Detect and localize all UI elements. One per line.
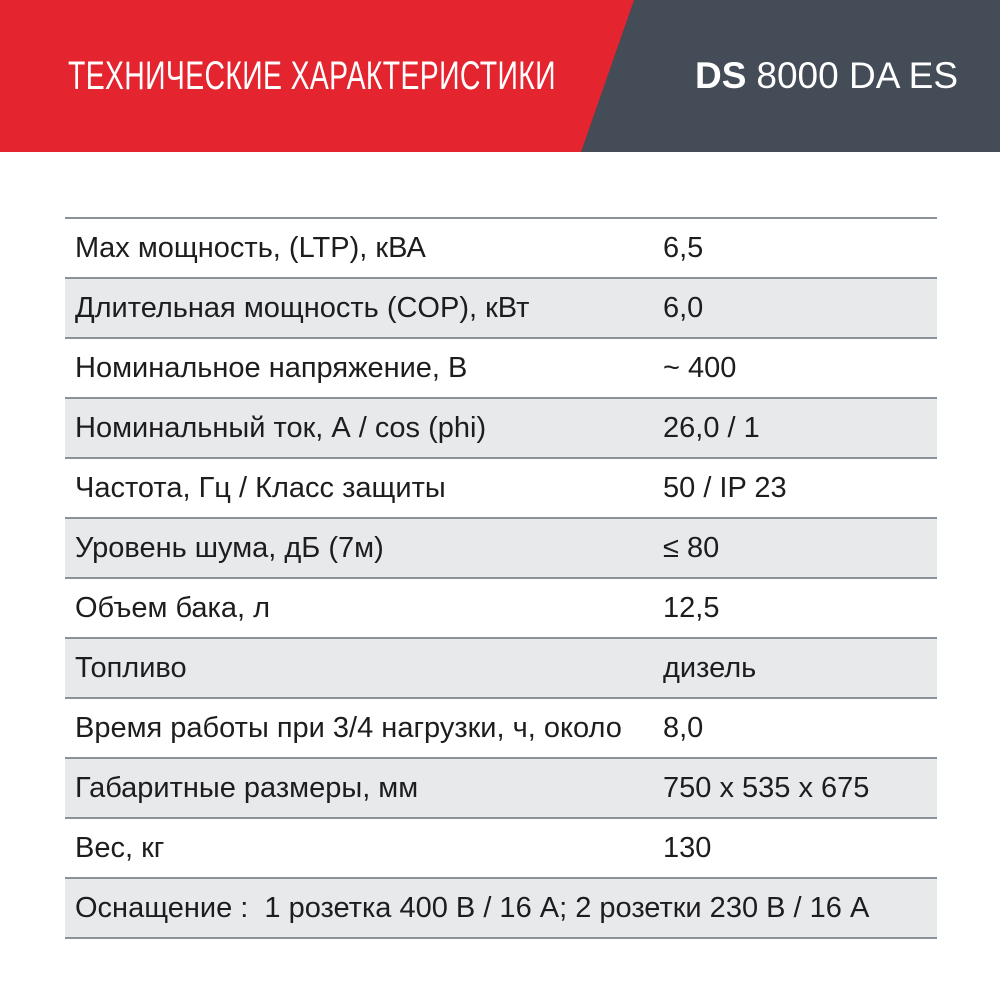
spec-value: дизель	[663, 651, 757, 684]
spec-label: Топливо	[75, 651, 187, 684]
spec-label: Max мощность, (LTP), кВА	[75, 231, 426, 264]
spec-value: 8,0	[663, 711, 704, 744]
spec-label: Частота, Гц / Класс защиты	[75, 471, 446, 504]
equipment-note: Оснащение : 1 розетка 400 В / 16 А; 2 розетки 230 В / 16 А	[75, 891, 870, 924]
table-row	[65, 277, 937, 337]
spec-label: Номинальный ток, А / cos (phi)	[75, 411, 487, 444]
table-row	[65, 817, 937, 877]
model-number: 8000 DA ES	[756, 55, 958, 96]
table-row	[65, 757, 937, 817]
model-series: DS	[695, 55, 747, 96]
spec-label: Время работы при 3/4 нагрузки, ч, около	[75, 711, 622, 744]
spec-label: Длительная мощность (COP), кВт	[75, 291, 530, 324]
spec-label: Вес, кг	[75, 831, 165, 864]
spec-label: Номинальное напряжение, В	[75, 351, 468, 384]
spec-value: 130	[663, 831, 712, 864]
table-row	[65, 397, 937, 457]
table-row	[65, 637, 937, 697]
page-title	[68, 0, 755, 152]
spec-value: 50 / IP 23	[663, 471, 787, 504]
page-title-text: ТЕХНИЧЕСКИЕ ХАРАКТЕРИСТИКИ	[68, 53, 556, 98]
spec-value: 6,5	[663, 231, 704, 264]
model-name	[695, 0, 958, 152]
table-row	[65, 457, 937, 517]
table-row	[65, 577, 937, 637]
spec-label: Уровень шума, дБ (7м)	[75, 531, 384, 564]
table-row	[65, 217, 937, 277]
spec-value: ~ 400	[663, 351, 737, 384]
spec-value: ≤ 80	[663, 531, 720, 564]
header-red-band	[0, 0, 1000, 152]
table-footer-row	[65, 877, 937, 937]
spec-value: 750 x 535 x 675	[663, 771, 870, 804]
spec-value: 6,0	[663, 291, 704, 324]
spec-label: Габаритные размеры, мм	[75, 771, 419, 804]
spec-label: Объем бака, л	[75, 591, 271, 624]
spec-value: 12,5	[663, 591, 720, 624]
spec-table	[65, 217, 937, 939]
table-row	[65, 517, 937, 577]
spec-value: 26,0 / 1	[663, 411, 760, 444]
table-row	[65, 337, 937, 397]
table-row	[65, 697, 937, 757]
